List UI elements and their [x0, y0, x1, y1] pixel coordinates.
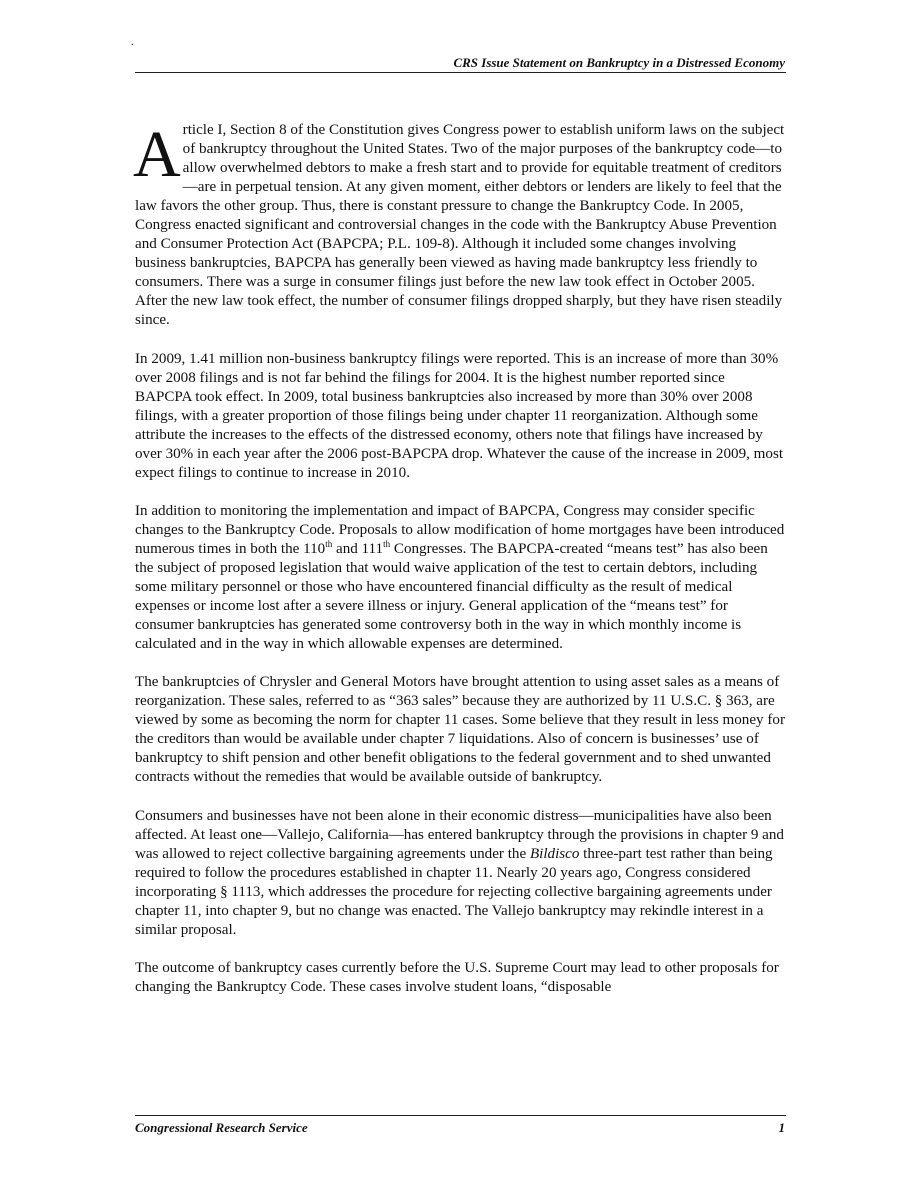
paragraph-1	[133, 118, 785, 331]
paragraph-2: In 2009, 1.41 million non-business bankruptcy filings were reported. This is an increase of more than 30% over 2008 filings and is not far behind the filings for 2004. It is the highest number reported since BAPCPA took effect. In 2009, total business bankruptcies also increased by more than 30% over 2008 filings, with a greater proportion of those filings being under chapter 11 reorganization. Although some attribute the increases to the effects of the distressed economy, others note that filings have increased by over 30% in each year after the 2006 post-BAPCPA drop. Whatever the cause of the increase in 2009, most expect filings to continue to increase in 2010.	[135, 350, 784, 481]
page-number: 1	[778, 1120, 785, 1135]
paragraph-3-text-b: and 111	[332, 540, 384, 557]
scan-mark: .	[131, 37, 134, 48]
ordinal-suffix: th	[325, 538, 333, 549]
header-divider	[135, 72, 786, 73]
paragraph-5-text-b: three-part test rather than being required to follow the procedures established in chapter 11. Nearly 20 years ago, Congress considered incorporating § 1113, which addresses the procedure for rejecting collective bargaining agreements under chapter 11, into chapter 9, but no change was enacted. The Vallejo bankruptcy may rekindle interest in a similar proposal.	[135, 845, 773, 938]
paragraph-5-text-a: Consumers and businesses have not been alone in their economic distress—municipalities have also been affected. At least one—Vallejo, California—has entered bankruptcy through the provisions in chapter 9 and was allowed to reject collective bargaining agreements under the	[135, 807, 784, 862]
paragraph-1-text: rticle I, Section 8 of the Constitution gives Congress power to establish uniform laws on the subject of bankruptcy throughout the United States. Two of the major purposes of the bankruptcy code—to allow overwhelmed debtors to make a fresh start and to provide for equitable treatment of creditors—are in perpetual tension. At any given moment, either debtors or lenders are likely to feel that the law favors the other group. Thus, there is constant pressure to change the Bankruptcy Code. In 2005, Congress enacted significant and controversial changes in the code with the Bankruptcy Abuse Prevention and Consumer Protection Act (BAPCPA; P.L. 109-8). Although it included some changes involving business bankruptcies, BAPCPA has generally been viewed as having made bankruptcy less friendly to consumers. There was a surge in consumer filings just before the new law took effect in October 2005. After the new law took effect, the number of consumer filings dropped sharply, but they have risen steadily since.	[135, 122, 785, 329]
paragraph-4: The bankruptcies of Chrysler and General Motors have brought attention to using asset sales as a means of reorganization. These sales, referred to as “363 sales” because they are authorized by 11 U.S.C. § 363, are viewed by some as becoming the norm for chapter 11 cases. Some believe that they result in less money for the creditors than would be available under chapter 7 liquidations. Also of concern is businesses’ use of bankruptcy to shift pension and other benefit obligations to the federal government and to shed unwanted contracts without the remedies that would be available outside of bankruptcy.	[135, 674, 785, 786]
ordinal-suffix: th	[383, 538, 391, 549]
footer-source: Congressional Research Service	[135, 1120, 308, 1135]
paragraph-3-text-c: Congresses. The BAPCPA-created “means test” has also been the subject of proposed legislation that would waive application of the test to certain debtors, including some military personnel or those who have encountered financial difficulty as the result of medical expenses or income lost after a severe illness or injury. General application of the “means test” for consumer bankruptcies has generated some controversy both in the way in which monthly income is calculated and in the way in which allowable expenses are determined.	[135, 540, 768, 653]
running-header-title: CRS Issue Statement on Bankruptcy in a Distressed Economy	[453, 55, 785, 70]
paragraph-5	[135, 807, 785, 940]
article-body	[133, 118, 785, 1016]
paragraph-3	[135, 502, 785, 654]
paragraph-3-text-a: In addition to monitoring the implementation and impact of BAPCPA, Congress may consider specific changes to the Bankruptcy Code. Proposals to allow modification of home mortgages have been introduced numerous times in both the 110	[135, 502, 785, 557]
case-name: Bildisco	[529, 845, 580, 862]
paragraph-6: The outcome of bankruptcy cases currently before the U.S. Supreme Court may lead to other proposals for changing the Bankruptcy Code. These cases involve student loans, “disposable	[135, 959, 779, 995]
footer-divider	[135, 1115, 786, 1116]
drop-cap: A	[133, 118, 181, 191]
